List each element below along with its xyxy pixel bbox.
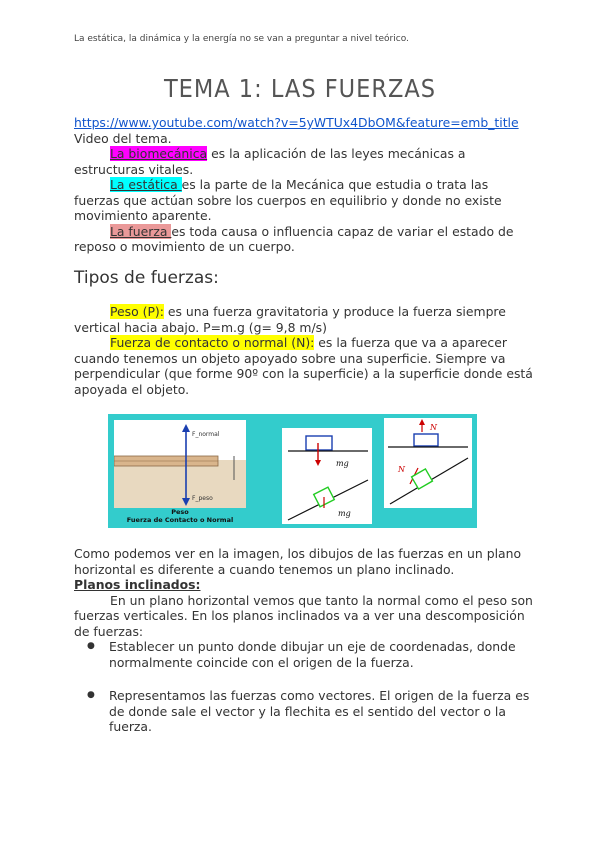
term-estatica: La estática <box>110 177 182 192</box>
definition-text: es la aplicación de las leyes mecánicas a estructuras vitales. <box>74 146 466 177</box>
label-mg-2: mg <box>338 509 351 518</box>
term-peso: Peso (P): <box>110 304 164 319</box>
list-item: ● Establecer un punto donde dibujar un eje de coordenadas, donde normalmente coincide con el origen de la fuerza. <box>74 639 534 670</box>
force-text: es una fuerza gravitatoria y produce la fuerza siempre vertical hacia abajo. P=m.g (g= 9,8 m/s) <box>74 304 506 335</box>
incline-weight-drawing <box>282 428 372 524</box>
figure-panel-incline-weight <box>282 428 372 524</box>
definition-text: es la parte de la Mecánica que estudia o trata las fuerzas que actúan sobre los cuerpos en equilibrio y donde no existe movimiento aparente. <box>74 177 502 223</box>
figure-panel-incline-normal <box>384 418 472 508</box>
figure-panel-vertical <box>114 420 246 508</box>
planos-paragraph <box>74 593 534 640</box>
normal-arrow-icon <box>182 424 190 432</box>
planos-text: En un plano horizontal vemos que tanto la normal como el peso son fuerzas verticales. En los planos inclinados va a ver una descomposición de fuerzas: <box>74 592 533 639</box>
label-N: N <box>430 423 437 432</box>
force-peso <box>74 304 534 335</box>
caption-line: Peso <box>171 508 189 516</box>
intro-block <box>74 115 534 255</box>
page-title: TEMA 1: LAS FUERZAS <box>163 74 437 103</box>
force-text: es la fuerza que va a aparecer cuando tenemos un objeto apoyado sobre una superficie. Siempre va perpendicular (que forme 90º con la superficie) a la superficie donde está apoyada el objeto. <box>74 335 533 397</box>
planos-heading: Planos inclinados: <box>74 577 201 592</box>
force-normal <box>74 335 534 397</box>
list-item: ● Representamos las fuerzas como vectores. El origen de la fuerza es de donde sale el vector y la flechita es el sentido del vector o la fuerza. <box>74 688 534 735</box>
definition-biomecanica <box>74 146 534 177</box>
incline-normal-drawing <box>384 418 472 508</box>
label-peso: F_peso <box>192 495 213 502</box>
weight-arrow-icon <box>315 460 321 466</box>
label-normal: F_normal <box>192 431 220 438</box>
planos-block <box>74 546 534 735</box>
video-link[interactable]: https://www.youtube.com/watch?v=5yWTUx4DbOM&feature=emb_title <box>74 115 519 130</box>
forces-block <box>74 304 534 397</box>
definition-text: es toda causa o influencia capaz de variar el estado de reposo o movimiento de un cuerpo. <box>74 223 514 254</box>
term-fuerza: La fuerza <box>110 223 172 239</box>
steps-list <box>74 639 534 735</box>
term-biomecanica: La biomecánica <box>110 146 208 161</box>
normal-arrow-icon <box>419 419 425 425</box>
video-caption: Video del tema. <box>74 130 172 146</box>
forces-figure <box>108 414 477 528</box>
after-figure-paragraph: Como podemos ver en la imagen, los dibujos de las fuerzas en un plano horizontal es diferente a cuando tenemos un plano inclinado. <box>74 546 522 577</box>
vertical-forces-drawing <box>114 420 246 508</box>
caption-line: Fuerza de Contacto o Normal <box>126 516 234 524</box>
definition-fuerza <box>74 224 534 255</box>
term-normal: Fuerza de contacto o normal (N): <box>110 335 315 350</box>
label-mg: mg <box>336 459 349 468</box>
figure-caption <box>114 508 246 524</box>
section-heading: Tipos de fuerzas: <box>74 268 219 288</box>
label-N-2: N <box>398 465 405 474</box>
definition-estatica <box>74 177 534 224</box>
ground <box>114 460 246 508</box>
header-note: La estática, la dinámica y la energía no se van a preguntar a nivel teórico. <box>74 34 409 44</box>
